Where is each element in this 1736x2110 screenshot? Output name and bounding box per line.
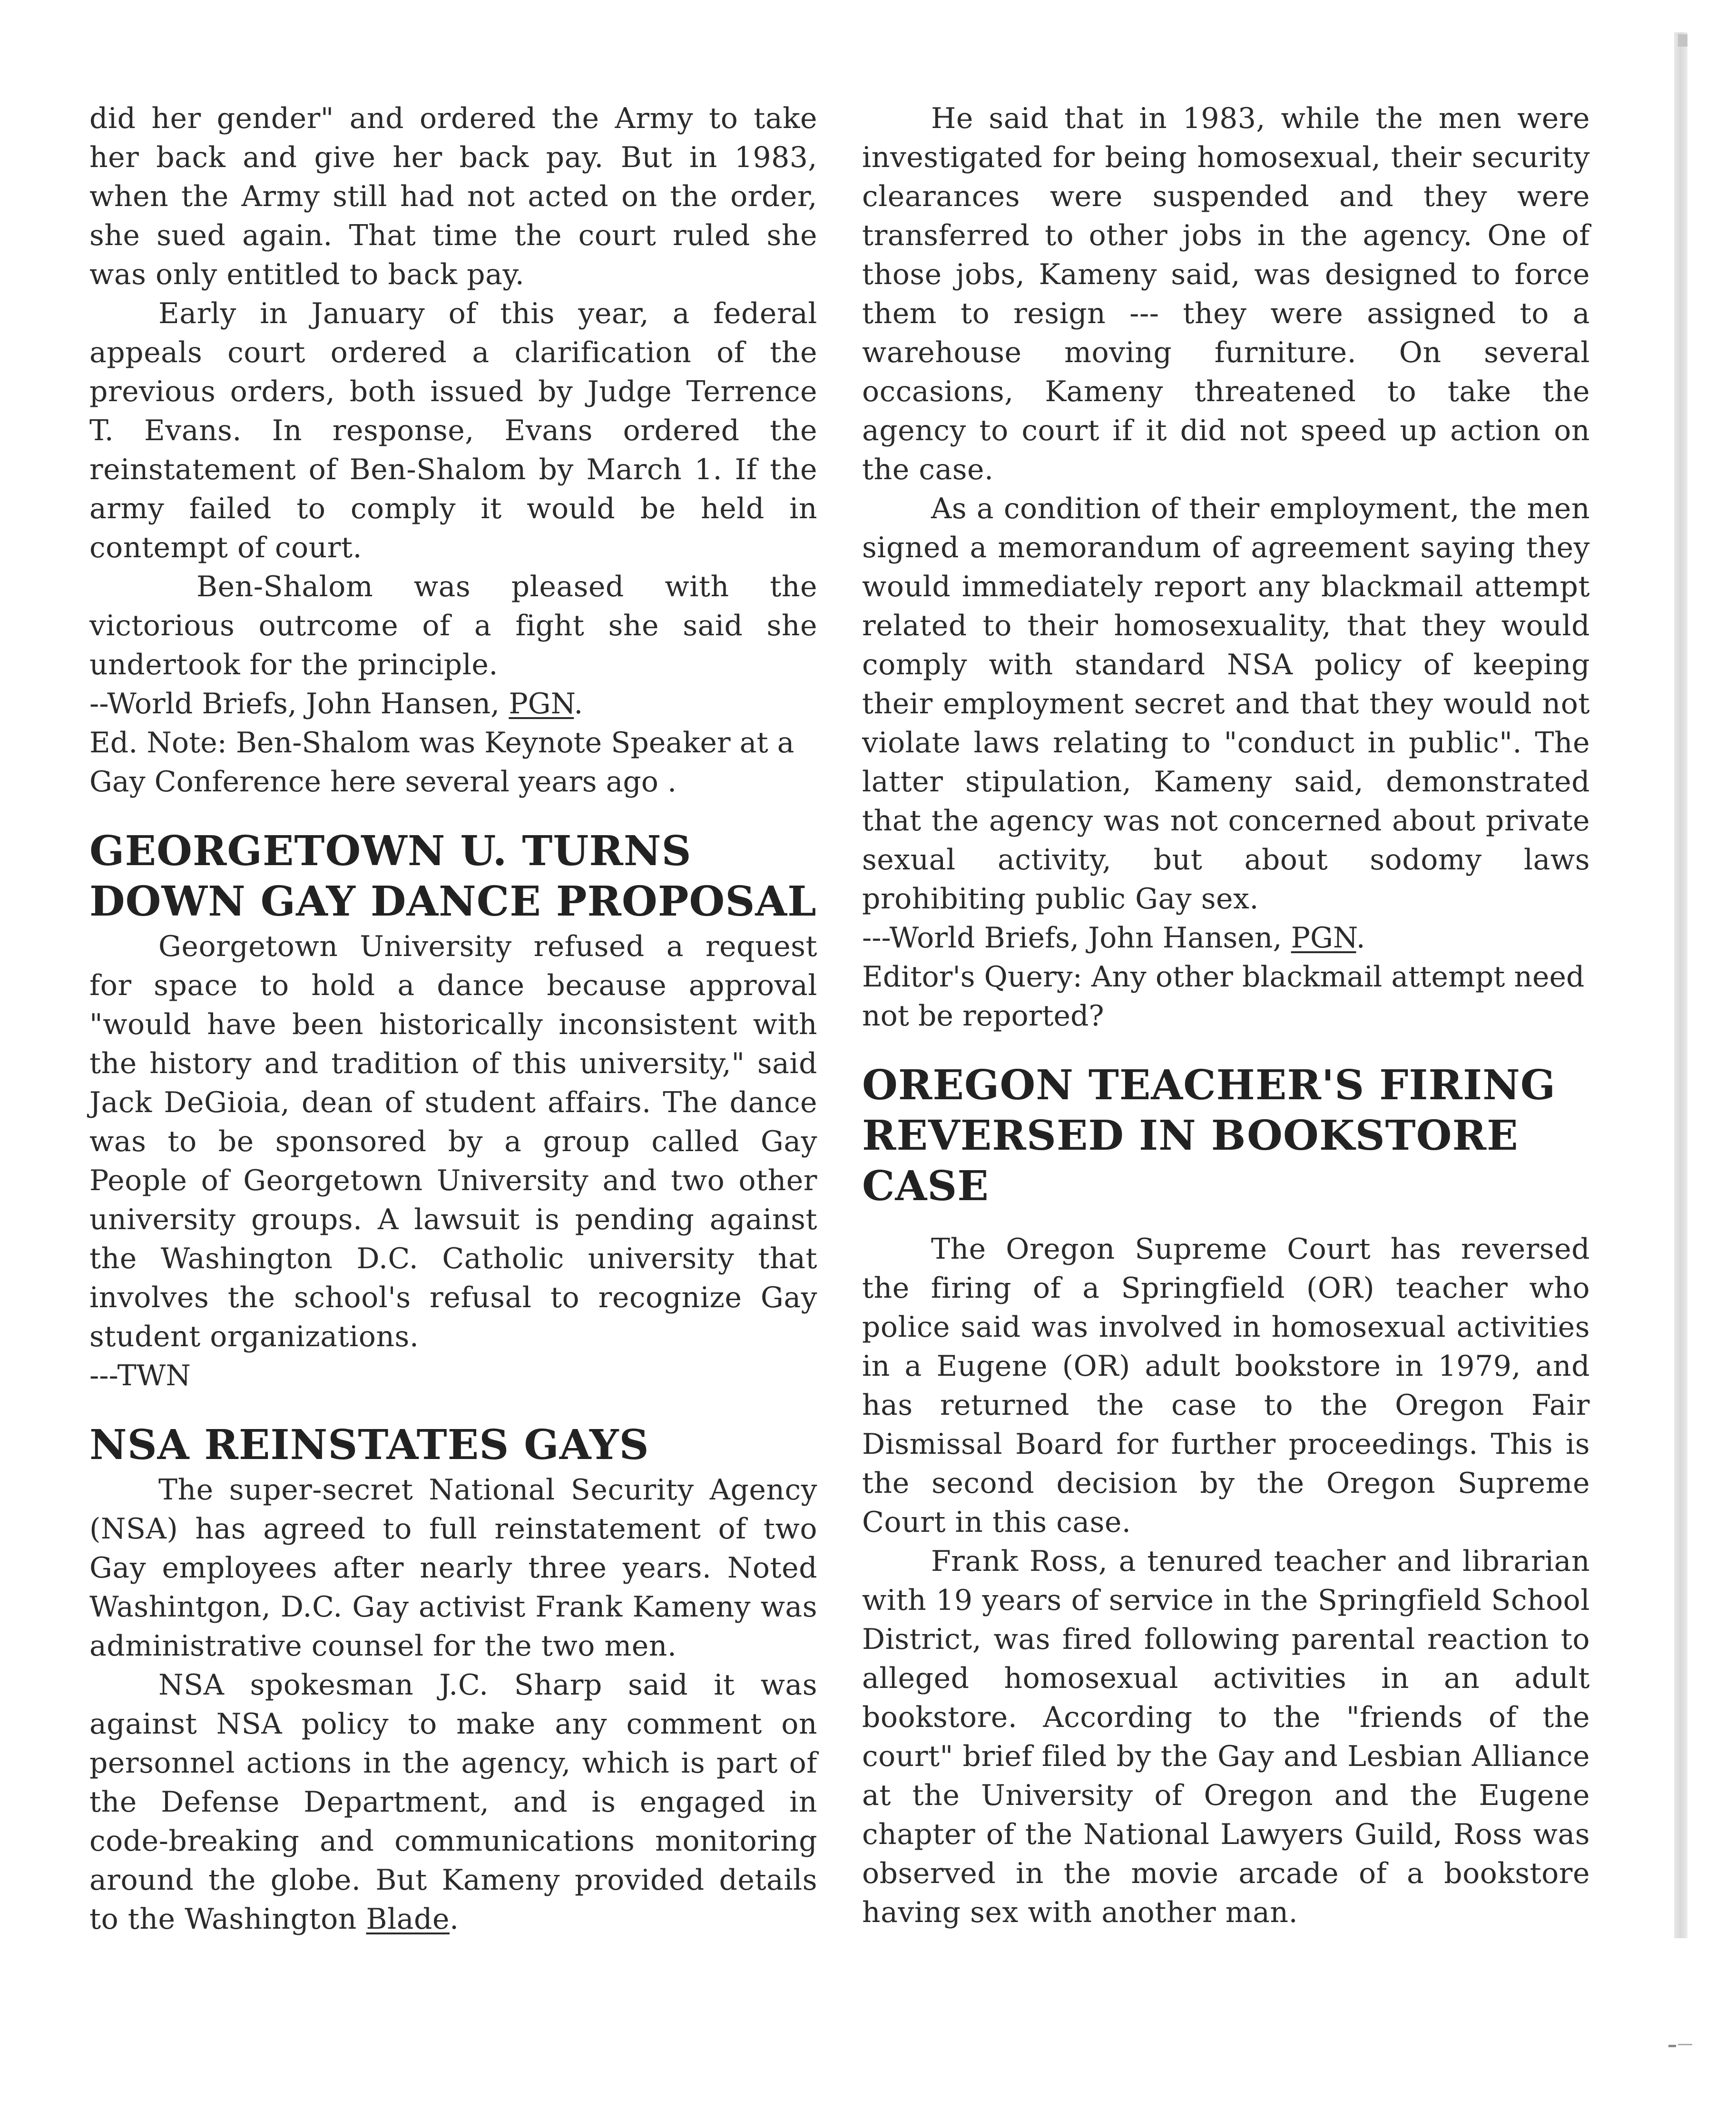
left-column <box>89 99 817 1939</box>
headline-nsa: NSA REINSTATES GAYS <box>89 1421 649 1469</box>
editor-note: Ed. Note: Ben-Shalom was Keynote Speaker at a Gay Conference here several years ago . <box>89 726 794 799</box>
editor-query: Editor's Query: Any other blackmail attempt need not be reported? <box>862 960 1585 1033</box>
credit-text: --World Briefs, John Hansen, <box>89 687 509 720</box>
story3-cont-paragraph: He said that in 1983, while the men were investigated for being homosexual, their security clearances were suspended and they were transferred to other jobs in the agency. One of those jobs, Kameny said, was designed to force them to resign --- they were assigned to a warehouse moving furniture. On several occasions, Kameny threatened to take the agency to court if it did not speed up action on the case. <box>862 102 1590 486</box>
credit-suffix: . <box>574 687 583 720</box>
story1-credit <box>89 684 817 723</box>
story3-cont-paragraph: As a condition of their employment, the men signed a memorandum of agreement saying they would immediately report any blackmail attempt related to their homosexuality, that they would comply with standard NSA policy of keeping their employment secret and that they would not violate laws relating to "conduct in public". The latter stipulation, Kameny said, demonstrated that the agency was not concerned about private sexual activity, but about sodomy laws prohibiting public Gay sex. <box>862 492 1590 916</box>
right-column <box>862 99 1590 1932</box>
headline-oregon: OREGON TEACHER'S FIRING REVERSED IN BOOKSTORE CASE <box>862 1061 1556 1210</box>
credit-suffix: . <box>1356 921 1365 955</box>
source-pgn: PGN <box>509 687 574 720</box>
story2-credit: ---TWN <box>89 1359 191 1392</box>
story1-paragraph: Early in January of this year, a federal appeals court ordered a clarification of the previous orders, both issued by Judge Terrence T. Evans. In response, Evans ordered the reinstatement of Ben-Shalom by March 1. If the army failed to comply it would be held in contempt of court. <box>89 297 817 564</box>
story1-paragraph: Ben-Shalom was pleased with the victorious outrcome of a fight she said she undertook for the principle. <box>89 570 817 681</box>
page-edge-mark <box>1678 34 1687 47</box>
story3-paragraph <box>89 1666 817 1939</box>
story4-paragraph: Frank Ross, a tenured teacher and librarian with 19 years of service in the Springfield School District, was fired following parental reaction to alleged homosexual activities in an adult bookstore. According to the "friends of the court" brief filed by the Gay and Lesbian Alliance at the University of Oregon and the Eugene chapter of the National Lawyers Guild, Ross was observed in the movie arcade of a bookstore having sex with another man. <box>862 1545 1590 1929</box>
page-edge-shadow <box>1674 32 1687 1938</box>
page-edge-corner <box>1678 2044 1692 2045</box>
page-edge-corner <box>1668 2045 1676 2047</box>
story2-paragraph: Georgetown University refused a request for space to hold a dance because approval "would have been historically inconsistent with the history and tradition of this university," said Jack DeGioia, dean of student affairs. The dance was to be sponsored by a group called Gay People of Georgetown University and two other university groups. A lawsuit is pending against the Washington D.C. Catholic university that involves the school's refusal to recognize Gay student organizations. <box>89 930 817 1353</box>
source-blade: Blade <box>366 1903 450 1936</box>
story3-paragraph: The super-secret National Security Agency (NSA) has agreed to full reinstatement of two Gay employees after nearly three years. Noted Washintgon, D.C. Gay activist Frank Kameny was administrative counsel for the two men. <box>89 1473 817 1663</box>
credit-text: ---World Briefs, John Hansen, <box>862 921 1291 955</box>
headline-georgetown: GEORGETOWN U. TURNS DOWN GAY DANCE PROPOSAL <box>89 827 817 926</box>
story1-paragraph: did her gender" and ordered the Army to take her back and give her back pay. But in 1983, when the Army still had not acted on the order, she sued again. That time the court ruled she was only entitled to back pay. <box>89 102 817 291</box>
story3-credit <box>862 918 1590 957</box>
story4-paragraph: The Oregon Supreme Court has reversed the firing of a Springfield (OR) teacher who police said was involved in homosexual activities in a Eugene (OR) adult bookstore in 1979, and has returned the case to the Oregon Fair Dismissal Board for further proceedings. This is the second decision by the Oregon Supreme Court in this case. <box>862 1232 1590 1539</box>
source-pgn: PGN <box>1291 921 1356 955</box>
story3-text: NSA spokesman J.C. Sharp said it was against NSA policy to make any comment on personnel actions in the agency, which is part of the Defense Department, and is engaged in code-breaking and communications monitoring around the globe. But Kameny provided details to the Washington <box>89 1668 817 1936</box>
story3-suffix: . <box>449 1903 459 1936</box>
